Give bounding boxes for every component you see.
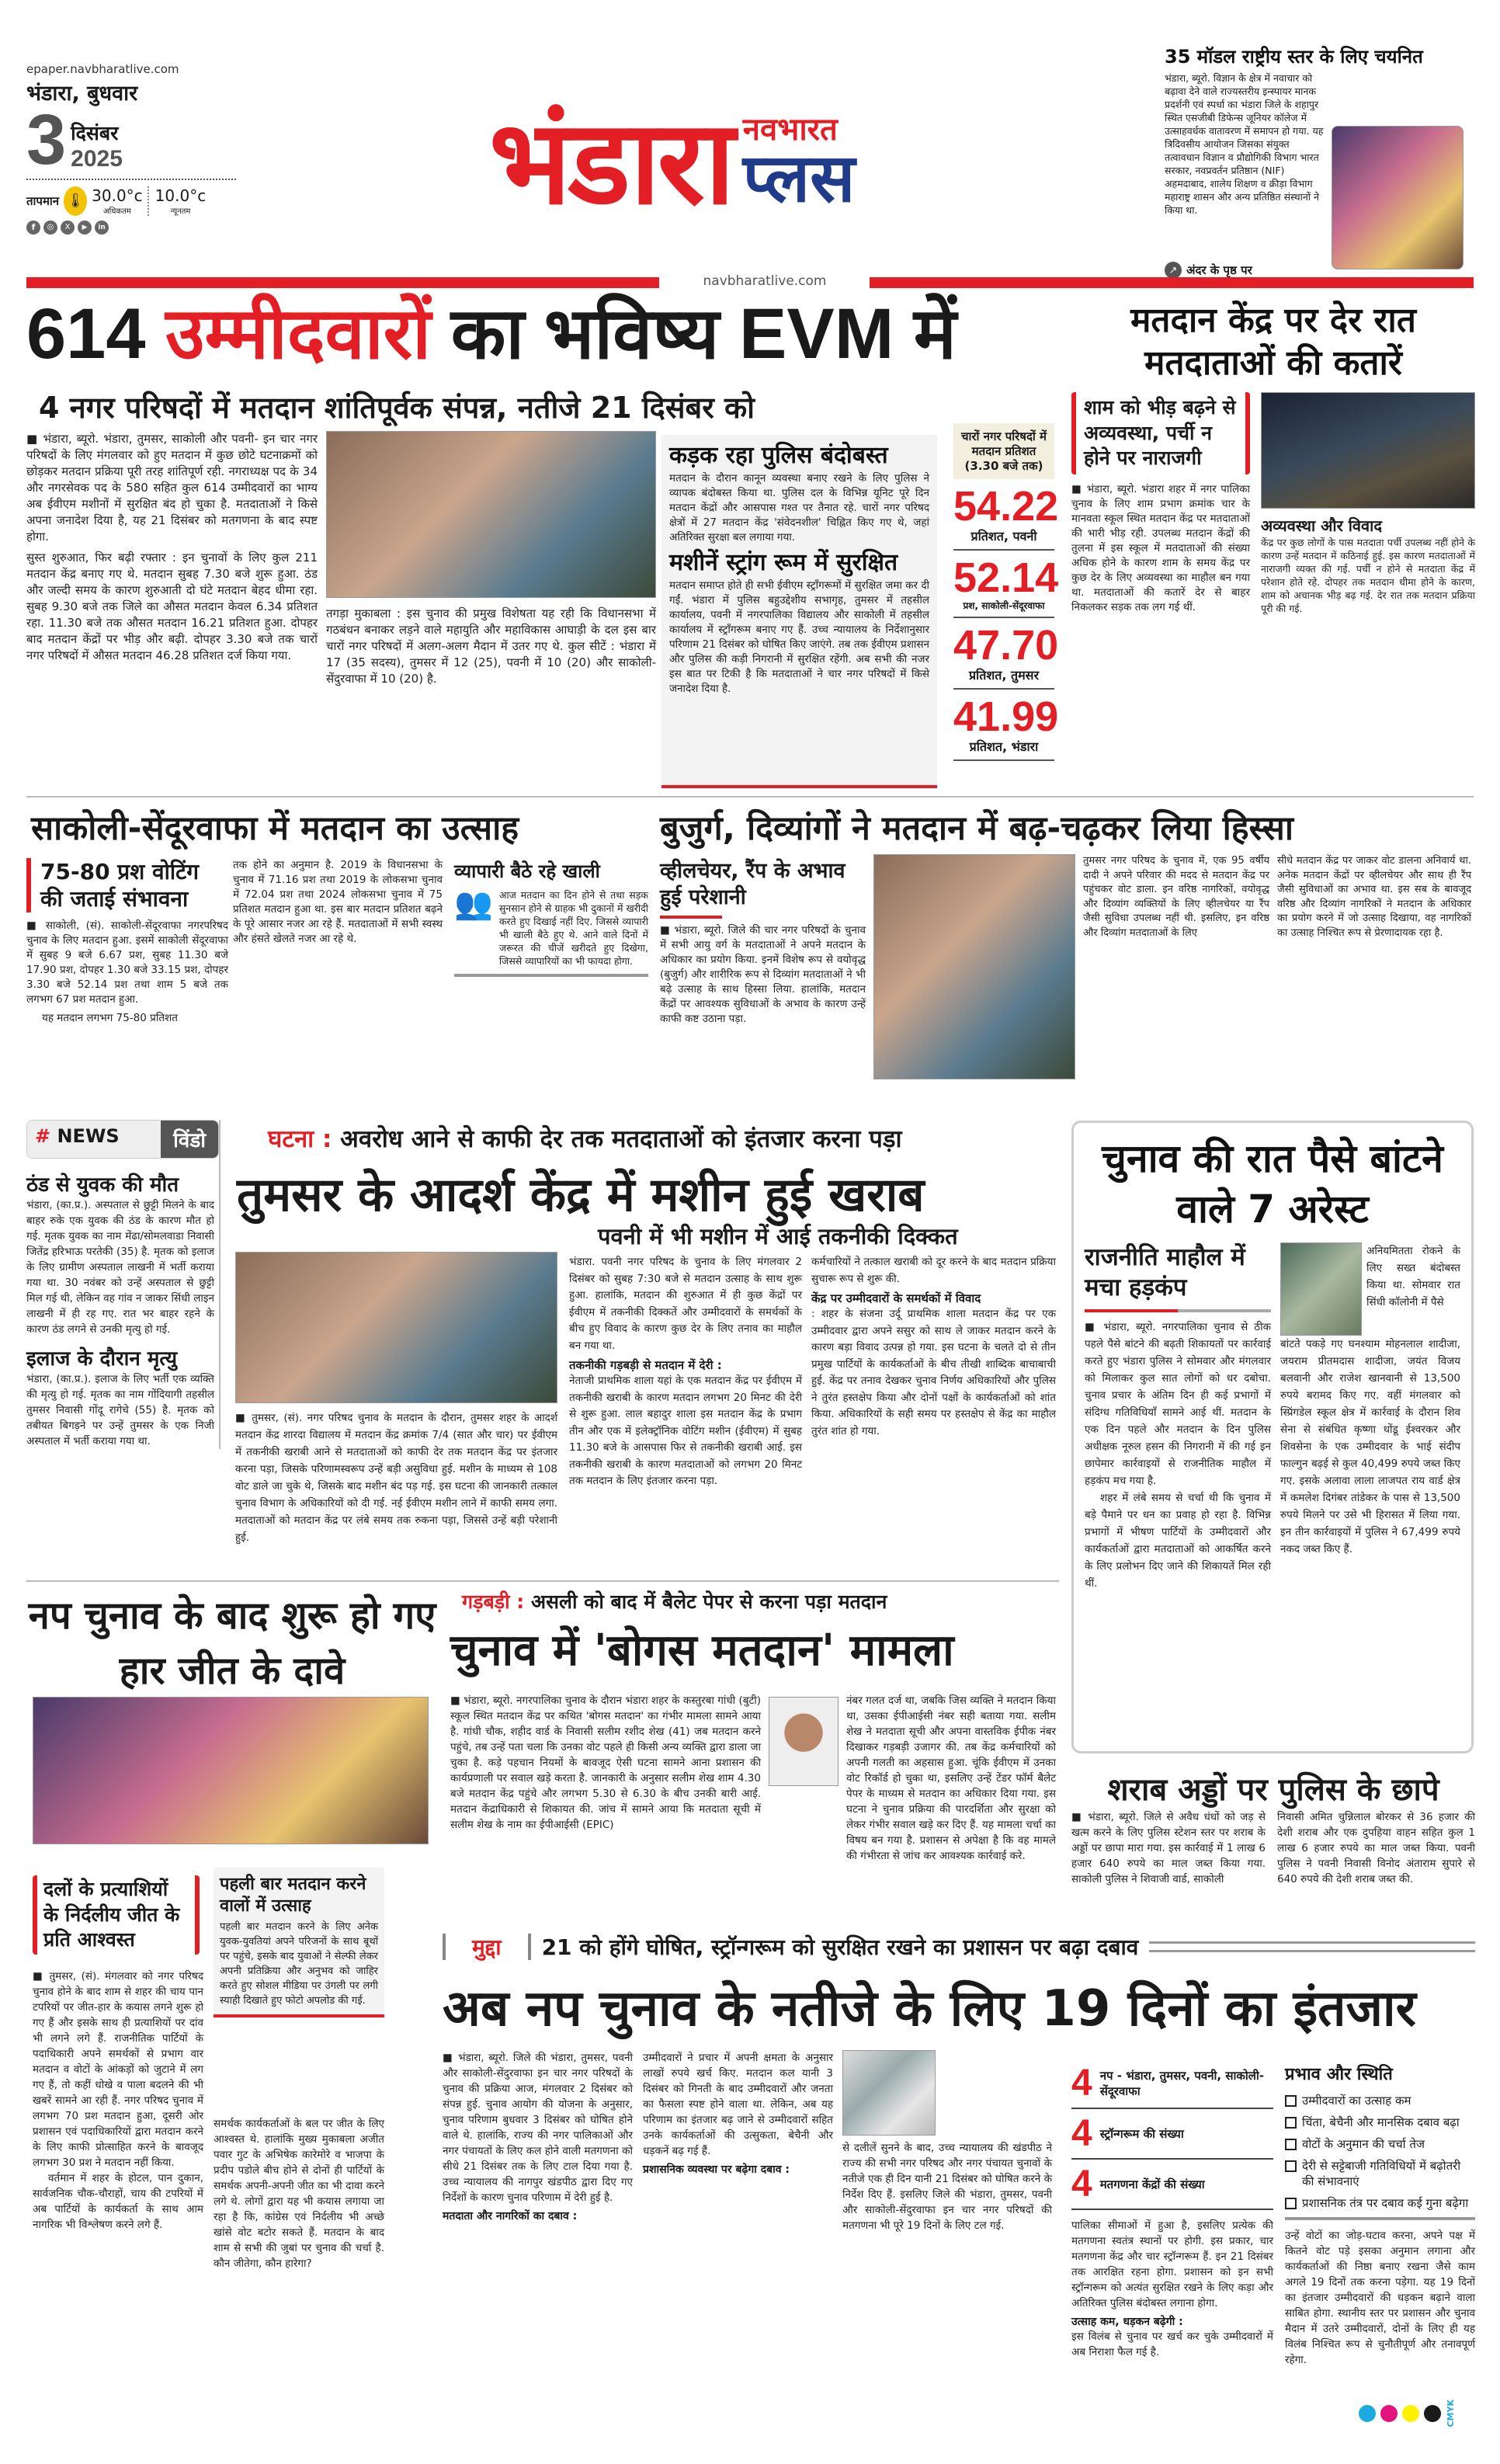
- temp-min: 10.0°c: [155, 186, 207, 205]
- results-body-4b: इस विलंब से चुनाव पर खर्च कर चुके उम्मीदवारों में अब निराशा फैल गई है.: [1071, 2330, 1273, 2358]
- lead-body-1: ■ भंडारा, ब्यूरो. भंडारा, तुमसर, साकोली और पवनी- इन चार नगर परिषदों के लिए मंगलवार को हुए मतदान में कुछ छोटे घटनाक्रमों को छोड़कर मतदान प्रक्रिया पूरी तरह शांतिपूर्ण रही. नगराध्यक्ष पद के 34 और नगरसेवक पद के 580 सहित कुल 614 उम्मीदवारों का भाग्य अब ईवीएम मशीनों में सुरक्षित बंद हो चुका है. मतदाताओं ने किसे अपना जनादेश दिया है, यह 21 दिसंबर को मतगणना के बाद स्पष्ट होगा.: [26, 431, 318, 545]
- cmyk-label: CMYK: [1446, 2400, 1456, 2428]
- magenta-dot: [1380, 2405, 1398, 2422]
- late-queue-body: ■ भंडारा, ब्यूरो. भंडारा शहर में नगर पालिका चुनाव के लिए शाम प्रभाग क्रमांक चार के मानवता स्कूल स्थित मतदान केंद्र पर मतदाताओं की भारी भीड़ रही. उपलब्ध मतदान केंद्रों की तुलना में इस स्कूल में मतदाताओं की संख्या अधिक होने के कारण शाम के समय केंद्र पर कुछ देर के लिए अव्यवस्था का माहौल बन गया था. मतदाताओं की कतारें देर से बाहर निकलकर सड़क तक लग गई थीं.: [1071, 482, 1250, 615]
- bogus-col-2: [846, 1693, 1056, 1864]
- cmyk-marks: [1359, 2400, 1456, 2428]
- side-body: केंद्र पर कुछ लोगों के पास मतदाता पर्ची उपलब्ध नहीं होने के कारण उन्हें मतदान में कठिनाई हुई. इस कारण मतदाताओं में नाराजगी व्यक्त की गई. पर्ची न होने से मतदाता केंद्र में परेशान होते रहे. दोपहर तक मतदान धीमा होने के कारण, शाम को अचानक भीड़ बढ़ गई. देर रात तक मतदान प्रक्रिया पूरी की गई.: [1261, 537, 1475, 614]
- arrest-headline[interactable]: चुनाव की रात पैसे बांटने वाले 7 अरेस्ट: [1102, 1136, 1443, 1232]
- late-queue-subhead: शाम को भीड़ बढ़ने से अव्यवस्था, पर्ची न होने पर नाराजगी: [1071, 392, 1250, 474]
- results-body-4: पालिका सीमाओं में हुआ है, इसलिए प्रत्येक की मतगणना स्वतंत्र स्थानों पर होगी. इस प्रकार, चार मतगणना केंद्र और चार स्ट्रॉन्गरूम हैं. इन 21 दिसंबर तक आरक्षित रहना होगा. प्रशासन को इन सभी स्ट्रॉन्गरूम को अत्यंत सुरक्षित रखने के लिए कड़ा और अतिरिक्त पुलिस बंदोबस्त लगाना होगा.: [1071, 2219, 1273, 2309]
- kicker-bar: [443, 1934, 446, 1960]
- elderly-woman-photo: [873, 854, 1075, 1079]
- lead-col-1: [26, 431, 318, 664]
- tumsar-col-2: [569, 1254, 802, 1490]
- date-year: 2025: [71, 145, 123, 172]
- elderly-col-3: [1277, 854, 1471, 940]
- claims-body-1: ■ तुमसर, (सं). मंगलवार को नगर परिषद चुनाव होने के बाद शाम से शहर की चाय पान टपरियों पर जीत-हार के कयास लगने शुरू हो गए हैं और इसके साथ ही प्रत्याशियों पर दांव भी लगने लगे हैं. राजनीतिक पार्टियों के पदाधिकारी अपने समर्थकों से प्रभाग वार मतदान व वोटों के आंकड़ों को जुटाने में लग गए हैं, तो कहीं धोखे व पाला बदलने की भी खबरें सामने आ रही हैं. नगर परिषद चुनाव में लगभग 70 प्रश मतदान हुआ, दूसरी ओर प्रशासन एवं पदाधिकारियों द्वारा मतदान करने के लिए काफी प्रोत्साहित करने के बावजूद लगभग 30 प्रश ने मतदान नहीं किया.: [33, 1969, 203, 2170]
- liquor-body-2: निवासी अमित चुन्निलाल बोरकर से 36 हजार की देशी शराब और एक दुपहिया वाहन सहित कुल 1 लाख 6 हजार रुपये का माल जब्त किया. पवनी पुलिस ने पवनी निवासी विनोद अंताराम सुपारे से 640 रुपये की देशी शराब जब्त की.: [1277, 1811, 1475, 1885]
- results-body-1: ■ भंडारा, ब्यूरो. जिले की भंडारा, तुमसर, पवनी और साकोली-सेंदुरवाफा इन चार नगर परिषदों के चुनाव की प्रक्रिया आज, मंगलवार 2 दिसंबर को संपन्न हुई. चुनाव आयोग की योजना के अनुसार, चुनाव परिणाम बुधवार 3 दिसंबर को घोषित होने वाले थे. हालांकि, राज्य की नगर पालिकाओं और नगर पंचायतों के लिए कल होने वाली मतगणना को सीधे 21 दिसंबर तक के लिए टाल दिया गया है. उच्च न्यायालय की नागपुर खंडपीठ द्वारा दिए गए निर्देशों के कारण चुनाव परिणाम में देरी हुई है.: [443, 2050, 633, 2205]
- stat-row: 4 स्ट्रॉन्गरूम की संख्या: [1071, 2109, 1273, 2160]
- arrest-body-2-top: अनियमितता रोकने के लिए सख्त बंदोबस्त किया था. सोमवार रात सिंधी कॉलोनी में पैसे: [1366, 1245, 1460, 1308]
- kicker-lines: [1149, 1941, 1475, 1952]
- impact-title: प्रभाव और स्थिति: [1285, 2065, 1393, 2084]
- elderly-subhead: व्हीलचेयर, रैंप के अभाव हुई परेशानी: [660, 859, 845, 909]
- impact-list: [1285, 2093, 1475, 2211]
- results-col-2: [643, 2050, 833, 2177]
- results-body-5: उन्हें वोटों का जोड़-घटाव करना, अपने पक्ष में कितने वोट पड़े इसका अनुमान लगाना और कार्यकर्ताओं की निष्ठा बनाए रखना जैसे काम अगले 19 दिनों तक करना पड़ेगा. यह 19 दिनों का इंतजार उम्मीदवारों की धड़कन बढ़ाने वाला साबित होगा. स्थानीय स्तर पर प्रशासन और चुनाव मैदान में उतरे उम्मीदवारों, दोनों के लिए ही यह विलंब निश्चित रूप से चुनौतीपूर्ण और तनावपूर्ण रहेगा.: [1285, 2229, 1475, 2366]
- first-time-body: पहली बार मतदान करने के लिए अनेक युवक-युवतियां अपने परिजनों के साथ बूथों पर पहुंचे, इसके बाद युवाओं ने सेल्फी लेकर अपनी प्रतिक्रिया और अनुभव को जाहिर करते हुए सोशल मीडिया पर उंगली पर लगी स्याही दिखाते हुए फोटो अपलोड की गई.: [220, 1921, 378, 2007]
- inside-page-link[interactable]: ↗ अंदर के पृष्ठ पर: [1165, 262, 1464, 279]
- elderly-col-1: [660, 858, 866, 1027]
- news-window-tag: # NEWS विंडो: [26, 1120, 219, 1159]
- lead-col-2: [326, 431, 656, 687]
- strongroom-headline[interactable]: मशीनें स्ट्रांग रूम में सुरक्षित: [669, 549, 898, 576]
- x-icon[interactable]: X: [61, 221, 75, 235]
- row-divider: [26, 796, 1474, 798]
- results-sub-4: उत्साह कम, धड़कन बढ़ेगी :: [1071, 2316, 1183, 2328]
- brief-1-body: भंडारा, (का.प्र.). अस्पताल से छुट्टी मिलने के बाद बाहर रुके एक युवक की ठंड के कारण मौत हो गई. मृतक युवक का नाम मेंढा/सोमलवाडा निवासी जितेंद्र हरिभाऊ परतेकी (35) है. मृतक को इलाज के लिए ग्रामीण अस्पताल लाखनी में भर्ती कराया गया था. 30 नवंबर को उन्हें अस्पताल से छुट्टी मिल गई थी, लेकिन वह गांव न जाकर सिंधी लाइन लाखनी में ही रह गए. रात भर बाहर रहने के कारण ठंड लगने से उनकी मृत्यु हो गई.: [26, 1199, 214, 1336]
- elderly-headline[interactable]: बुजुर्ग, दिव्यांगों ने मतदान में बढ़-चढ़कर लिया हिस्सा: [660, 809, 1293, 848]
- tumsar-sub-1: तकनीकी गड़बड़ी से मतदान में देरी :: [569, 1358, 722, 1372]
- results-col-1: [443, 2050, 633, 2223]
- site-footer[interactable]: navbharatlive.com: [703, 273, 827, 289]
- youtube-icon[interactable]: ▶: [78, 221, 92, 235]
- logo-plus: प्लस: [742, 140, 856, 217]
- elderly-col-2: [1083, 854, 1269, 940]
- first-time-title: पहली बार मतदान करने वालों में उत्साह: [220, 1875, 366, 1916]
- results-sub-1: मतदाता और नागरिकों का दबाव :: [443, 2210, 578, 2222]
- tumsar-headline[interactable]: तुमसर के आदर्श केंद्र में मशीन हुई खराब: [237, 1168, 925, 1222]
- tumsar-sub-2: केंद्र पर उम्मीदवारों के समर्थकों में विवाद: [811, 1291, 981, 1305]
- strongroom-body: मतदान समाप्त होते ही सभी ईवीएम स्ट्रॉंगरूमों में सुरक्षित जमा कर दी गईं. भंडारा में पुलिस बहुउद्देशीय सभागृह, तुमसर में तहसील कार्यालय, पवनी में नगरपालिका विद्यालय और साकोली में तहसील कार्यालय में स्ट्रॉंगरूम बनाए गए हैं. उच्च न्यायालय के निर्देशानुसार परिणाम 21 दिसंबर को घोषित किए जाएंगे. तब तक ईवीएम प्रशासन और पुलिस की कड़ी निगरानी में सुरक्षित रहेंगी. अब सभी की नजर इस बात पर टिकी है कि मतदाताओं ने चार नगर परिषदों में किसे जनादेश दिया है.: [669, 579, 929, 695]
- elderly-body-3: सीधे मतदान केंद्र पर जाकर वोट डालना अनिवार्य था. अनेक मतदान केंद्रों पर व्हीलचेयर और साथ ही रैंप जैसी सुविधाओं का अभाव था. इस सब के बावजूद वरिष्ठ और दिव्यांग नागरिकों ने मतदान के अधिकार का प्रयोग करने में जो उत्साह दिखाया, वह नागरिकों का उत्साह निश्चित रूप से प्रेरणादायक रहा है.: [1277, 855, 1471, 939]
- impact-item: प्रशासनिक तंत्र पर दबाव कई गुना बढ़ेगा: [1285, 2195, 1475, 2211]
- arrow-up-right-icon: ↗: [1165, 262, 1182, 279]
- tumsar-subhead: पवनी में भी मशीन में आई तकनीकी दिक्कत: [598, 1223, 958, 1249]
- results-body-3: से दलीलें सुनने के बाद, उच्च न्यायालय की खंडपीठ ने राज्य की सभी नगर परिषद और नगर पंचायत चुनावों के नतीजे एक ही दिन यानी 21 दिसंबर को घोषित करने के निर्देश दिए हैं. इसलिए जिले की भंडारा, तुमसर, पवनी और साकोली-सेंदुरवाफा इन चार नगर परिषदों की मतगणना भी पूरे 19 दिनों के लिए टल गई.: [842, 2142, 1052, 2232]
- yellow-dot: [1402, 2405, 1419, 2422]
- lead-headline[interactable]: 614 उम्मीदवारों का भविष्य EVM में: [26, 294, 957, 374]
- tumsar-body-2b: नेताजी प्राथमिक शाला यहां के एक मतदान केंद्र पर ईवीएम में तकनीकी खराबी के कारण मतदान लगभग 20 मिनट की देरी से शुरू हुआ. लाल बहादुर शाला इस मतदान केंद्र के प्रभाग तीन और एक में इलेक्ट्रॉनिक वोटिंग मशीन (ईवीएम) में सुबह 11.30 बजे के आसपास फिर से तकनीकी खराबी आई. इस तकनीकी खराबी के कारण मतदाताओं को लगभग 20 मिनट तक मतदान के लिए इंतजार करना पड़ा.: [569, 1374, 802, 1487]
- lead-body-2: सुस्त शुरुआत, फिर बढ़ी रफ्तार : इन चुनावों के लिए कुल 211 मतदान केंद्र बनाए गए थे. मतदान सुबह 7.30 बजे शुरू हुआ. ठंड और जल्दी समय के कारण शुरुआती दो घंटे मतदान बेहद धीमा रहा. सुबह 9.30 बजे तक जिले का औसत मतदान केवल 6.34 प्रतिशत रहा. 11.30 बजे तक औसत मतदान 16.21 प्रतिशत हुआ. दोपहर बाद मतदान केंद्रों पर भीड़ और बढ़ी. दोपहर 3.30 बजे तक चारों नगर परिषदों में औसत मतदान 46.28 प्रतिशत दर्ज किया गया.: [26, 551, 318, 662]
- top-right-body: भंडारा, ब्यूरो. विज्ञान के क्षेत्र में नवाचार को बढ़ावा देने वाले राज्यस्तरीय इन्स्पायर मानक प्रदर्शनी एवं स्पर्धा का भंडारा जिले के शहापुर स्थित एसजीबी डिफेन्स जूनियर कॉलेज में उत्साहवर्धक वातावरण में समापन हो गया. यह त्रिदिवसीय आयोजन जिसका संयुक्त तत्वावधान विज्ञान व प्रौद्योगिकी विभाग भारत सरकार, नवप्रवर्तन प्रतिष्ठान (NIF) अहमदाबाद, शालेय शिक्षण व क्रीड़ा विभाग महाराष्ट्र शासन और अन्य प्रतिष्ठित संस्थानों ने किया था.: [1165, 72, 1324, 217]
- liquor-headline[interactable]: शराब अड्डों पर पुलिस के छापे: [1107, 1772, 1439, 1808]
- stat-row: 4 नप - भंडारा, तुमसर, पवनी, साकोली-सेंदूरवाफा: [1071, 2062, 1273, 2109]
- facebook-icon[interactable]: f: [26, 221, 40, 235]
- sakoli-body-1-end: यह मतदान लगभग 75-80 प्रतिशत: [42, 1012, 178, 1024]
- date-day: 3: [26, 100, 67, 179]
- stat-row: 4 मतगणना केंद्रों की संख्या: [1071, 2160, 1273, 2210]
- first-time-box: [214, 1868, 384, 2017]
- turnout-item: 47.70 प्रतिशत, तुमसर: [953, 624, 1054, 690]
- impact-item: उम्मीदवारों का उत्साह कम: [1285, 2093, 1475, 2108]
- tumsar-kicker: घटना : अवरोध आने से काफी देर तक मतदाताओं को इंतजार करना पड़ा: [268, 1125, 902, 1153]
- city-day: भंडारा, बुधवार: [26, 82, 138, 106]
- currency-notes-photo: [1280, 1242, 1362, 1336]
- top-right-headline[interactable]: 35 मॉडल राष्ट्रीय स्तर के लिए चयनित: [1165, 46, 1423, 68]
- claims-body-1b: वर्तमान में शहर के होटल, पान दुकान, सार्वजनिक चौक-चौराहों, चाय की टपरियों में अब पार्टियों के कार्यकर्ता के साथ आम नागरिक भी विश्लेषण करने लगे हैं.: [33, 2172, 203, 2231]
- results-headline[interactable]: अब नप चुनाव के नतीजे के लिए 19 दिनों का इंतजार: [443, 1980, 1416, 2038]
- website-url[interactable]: epaper.navbharatlive.com: [26, 62, 179, 76]
- claims-col-1: [33, 1969, 203, 2233]
- police-body: मतदान के दौरान कानून व्यवस्था बनाए रखने के लिए पुलिस ने व्यापक बंदोबस्त किया था. पुलिस दल के विभिन्न यूनिट पूरे दिन मतदान केंद्रों और आसपास गश्त पर तैनात रहे. चारों नगर परिषद क्षेत्रों में 27 मतदान केंद्र 'संवेदनशील' चिह्नित किए गए थे, जहां अतिरिक्त सुरक्षा बल लगाया गया.: [669, 472, 929, 544]
- elderly-body-2: तुमसर नगर परिषद के चुनाव में, एक 95 वर्षीय दादी ने अपने परिवार की मदद से मतदान केंद्र पर पहुंचकर वोट डाला. इन वरिष्ठ नागरिकों, वयोवृद्ध और दिव्यांग व्यक्तियों के लिए व्हीलचेयर या रैंप जैसी सुविधा उपलब्ध नहीं थी. इसलिए, इन वरिष्ठ और दिव्यांग मतदाताओं के लिए: [1083, 855, 1269, 939]
- impact-box: [1285, 2062, 1475, 2368]
- sakoli-body-1: ■ साकोली, (सं). साकोली-सेंदूरवाफा नगरपरिषद चुनाव के लिए मतदान हुआ. इसमें साकोली सेंदूरवाफा में सुबह 9 बजे 6.67 प्रश, सुबह 11.30 बजे 17.90 प्रश, दोपहर 1.30 बजे 33.15 प्रश, दोपहर 3.30 बजे 52.14 प्रश तथा शाम 5 बजे तक लगभग 67 प्रश मतदान हुआ.: [26, 919, 228, 1007]
- bogus-col-1: [450, 1693, 761, 1833]
- arrest-body-2: बांटते पकड़े गए घनश्याम मोहनलाल शादीजा, जयराम प्रीतमदास शादीजा, जयंत विजय बलवानी और राजेश खानवानी से 13,500 रुपये बरामद किए गए. वहीं मंगलवार को स्प्रिंगडेल स्कूल क्षेत्र में कार्रवाई के दौरान शिव सेना से संबंधित कृष्णा धोंडू ईश्वरकर और शिवसेना के एक उम्मीदवार के भाई संदीप फाल्गुन बढ़ई से कुल 40,499 रुपये जब्त किए गए. इसके अलावा लाला लाजपत राय वार्ड क्षेत्र में कमलेश दिगंबर तांडेकर के पास से 13,500 रुपये मिलने पर उसे भी हिरासत में लिया गया. इन तीन कार्रवाइयों में पुलिस ने 67,499 रुपये नकद जब्त किए हैं.: [1280, 1338, 1460, 1555]
- news-window: [26, 1120, 220, 1449]
- bogus-body-1: ■ भंडारा, ब्यूरो. नगरपालिका चुनाव के दौरान भंडारा शहर के कस्तुरबा गांधी (बुटी) स्कूल स्थित मतदान केंद्र पर कथित 'बोगस मतदान' का गंभीर मामला सामने आया है. गांधी चौक, शहीद वार्ड के निवासी सलीम रशीद शेख (41) जब मतदान करने पहुंचे, तब उन्हें पता चला कि उनका वोट पहले ही किसी अन्य व्यक्ति द्वारा डाला जा चुका है. कड़े पहचान नियमों के बावजूद ऐसी घटना सामने आना प्रशासन की कार्यप्रणाली पर सवाल खड़े करता है. जानकारी के अनुसार सलीम शेख शाम 4.30 बजे मतदान केंद्र पहुंचे और लगभग 5.30 से 6.30 के बीच उनकी बारी आई. मतदान केंद्राधिकारी से शिकायत की. जांच में सामने आया कि मतदाता सूची में सलीम शेख के नाम का ईपीआईसी (EPIC): [450, 1693, 761, 1833]
- results-sub-2: प्रशासनिक व्यवस्था पर बढ़ेगा दबाव :: [643, 2163, 790, 2176]
- tumsar-col-3: [811, 1254, 1056, 1440]
- impact-item: चिंता, बेचैनी और मानसिक दबाव बढ़ा: [1285, 2115, 1475, 2130]
- turnout-title: चारों नगर परिषदों में मतदान प्रतिशत (3.30 बजे तक): [953, 423, 1054, 479]
- salim-shaikh-photo: [769, 1697, 839, 1786]
- celebration-photo: [33, 1697, 429, 1844]
- claims-headline[interactable]: नप चुनाव के बाद शुरू हो गए हार जीत के दावे: [28, 1593, 436, 1694]
- people-group-icon: 👥: [454, 886, 493, 922]
- temp-min-label: न्यूनतम: [170, 207, 191, 216]
- black-dot: [1424, 2405, 1441, 2422]
- temp-max: 30.0°c: [92, 186, 143, 205]
- sakoli-col-1: [26, 858, 228, 1027]
- sakoli-subhead: 75-80 प्रश वोटिंग की जताई संभावना: [26, 858, 228, 912]
- kicker-bar: [528, 1934, 531, 1960]
- masthead-rule-right: [870, 277, 1474, 288]
- results-kicker: मुद्दा 21 को होंगे घोषित, स्ट्रॉन्गरूम को सुरक्षित रखने का प्रशासन पर बढ़ा दबाव: [443, 1932, 1475, 1962]
- arrest-body-1: ■ भंडारा, ब्यूरो. नगरपालिका चुनाव से ठीक पहले पैसे बांटने की बढ़ती शिकायतों पर कार्रवाई करते हुए भंडारा पुलिस ने सोमवार और मंगलवार को मिलाकर कुल सात लोगों को धर दबोचा. चुनाव प्रचार के अंतिम दिन ही कई प्रभागों में संदिग्ध गतिविधियाँ सामने आई थीं. मतदान के एक दिन पहले और मतदान के दिन पुलिस अधीक्षक नूरुल हसन की निगरानी में की गई इन छापेमार कार्रवाइयों से राजनीतिक माहौल में हड़कंप मच गया है.: [1085, 1319, 1271, 1489]
- brief-2-title[interactable]: इलाज के दौरान मृत्यु: [26, 1347, 178, 1371]
- night-queue-photo: [1261, 392, 1475, 509]
- claims-col-2: [214, 2116, 384, 2271]
- evm-machine-photo: [842, 2050, 936, 2136]
- brief-1-title[interactable]: ठंड से युवक की मौत: [26, 1173, 179, 1197]
- brief-2-body: भंडारा, (का.प्र.). इलाज के लिए भर्ती एक व्यक्ति की मृत्यु हो गई. मृतक का नाम गोंदियागी तहसील तुमसर निवासी गोंदू रागेचे (55) है. मृतक को तबीयत बिगड़ने पर उन्हें तुमसर के एक निजी अस्पताल में भर्ती कराया गया था.: [26, 1373, 214, 1447]
- cyan-dot: [1359, 2405, 1376, 2422]
- tumsar-body-3: कर्मचारियों ने तत्काल खराबी को दूर करने के बाद मतदान प्रक्रिया सुचारू रूप से शुरू की.: [811, 1256, 1056, 1285]
- masthead-left: [26, 62, 236, 235]
- side-title: अव्यवस्था और विवाद: [1261, 516, 1382, 535]
- liquor-body-1: ■ भंडारा, ब्यूरो. जिले से अवैध धंधों को जड़ से खत्म करने के लिए पुलिस स्टेशन स्तर पर शराब के अड्डों पर छापा मारा गया. इस कार्रवाई में 1 लाख 6 हजार 640 रुपये का माल जब्त किया गया. साकोली पुलिस ने शिवाजी वार्ड, साकोली: [1071, 1809, 1266, 1887]
- date-block: [26, 100, 236, 179]
- logo-brand: नवभारत: [742, 112, 838, 148]
- turnout-panel: [953, 423, 1059, 767]
- results-stats: [1071, 2062, 1273, 2360]
- claims-body-2: समर्थक कार्यकर्ताओं के बल पर जीत के लिए आश्वस्त थे. हालांकि मुख्य मुकाबला अजीत पवार गुट के अभिषेक कारेमोरे व भाजपा के प्रदीप पडोले बीच होने से दोनों ही पार्टियों के समर्थक अपनी-अपनी जीत का भी दावा करने लगे थे. लोगों द्वारा यह भी कयास लगाया जा रहा है कि, कांग्रेस एवं निर्दलीय भी अच्छे खांसे वोट बटोर सकते हैं. मतदान के बाद शाम से सभी की जुबां पर चुनाव की चर्चा है. कौन जीतेगा, कौन हारेगा?: [214, 2118, 384, 2270]
- late-queue-headline[interactable]: मतदान केंद्र पर देर रात मतदाताओं की कतारें: [1130, 301, 1416, 383]
- claims-subhead: दलों के प्रत्याशियों के निर्दलीय जीत के प्रति आश्वस्त: [33, 1875, 200, 1955]
- sakoli-headline[interactable]: साकोली-सेंदूरवाफा में मतदान का उत्साह: [31, 809, 519, 848]
- sakoli-col-2: [233, 858, 443, 947]
- arrest-subhead: राजनीति माहौल में मचा हड़कंप: [1085, 1243, 1245, 1302]
- impact-item: वोटों के अनुमान की चर्चा तेज: [1285, 2136, 1475, 2152]
- top-right-story: [1165, 47, 1464, 279]
- traders-title: व्यापारी बैठे रहे खाली: [454, 860, 600, 882]
- masthead-logo: [489, 74, 1002, 252]
- lead-subhead: 4 नगर परिषदों में मतदान शांतिपूर्वक संपन्न, नतीजे 21 दिसंबर को: [39, 391, 755, 425]
- results-col-3: [842, 2050, 1052, 2233]
- late-queue-story: [1071, 299, 1475, 615]
- police-headline[interactable]: कड़क रहा पुलिस बंदोबस्त: [669, 442, 888, 469]
- liquor-col-2: [1277, 1809, 1475, 1887]
- lead-body-3: तगड़ा मुकाबला : इस चुनाव की प्रमुख विशेषता यह रही कि विधानसभा में गठबंधन बनाकर लड़ने वाले महायुति और महाविकास आघाड़ी के दल इस बार चारों नगर परिषदों में अलग-अलग मैदान में उतर गए थे. कुल सीटें : भंडारा में 17 (35 सदस्य), तुमसर में 12 (25), पवनी में 10 (20) और साकोली-सेंदुरवाफा में 10 (20) है.: [326, 606, 656, 686]
- masthead-rule-left: [26, 277, 659, 288]
- turnout-item: 54.22 प्रतिशत, पवनी: [953, 485, 1054, 551]
- logo-main: भंडारा: [489, 96, 732, 231]
- thermometer-icon: 🌡: [64, 186, 87, 216]
- bogus-body-2: नंबर गलत दर्ज था, जबकि जिस व्यक्ति ने मतदान किया था, उसका ईपीआईसी नंबर सही बताया गया. सलीम शेख ने मतदाता सूची और अपना वास्तविक ईपीक नंबर दिखाकर गड़बड़ी उजागर की. तब केंद्र कर्मचारियों को अपनी गलती का अहसास हुआ. चूंकि ईवीएम में उनका वोट रिकॉर्ड हो चुका था, इसलिए उन्हें टेंडर फॉर्म बैलेट पेपर के माध्यम से मतदान का अधिकार दिया गया. इस घटना ने चुनाव प्रक्रिया की पारदर्शिता और सुरक्षा को लेकर गंभीर सवाल खड़े कर दिए हैं. यह मामला चर्चा का विषय बन गया है. प्रशासन से अपेक्षा है कि वह मामले की गंभीरता से जांच कर आवश्यक कार्रवाई करे.: [846, 1694, 1056, 1862]
- traders-body: आज मतदान का दिन होने से तथा सड़क सुनसान होने से ग्राहक भी दुकानों में खरीदी करते हुए दिखाई नहीं दिए. जिससे व्यापारी भी खाली बैठे हुए थे. आने वाले दिनों में जरूरत की चीजें खरीदते हुए दिखेगा, जिससे व्यापारियों का भी फायदा होगा.: [498, 889, 648, 967]
- linkedin-icon[interactable]: in: [95, 221, 109, 235]
- science-fair-photo: [1332, 126, 1464, 269]
- polling-booth-photo: [235, 1252, 557, 1403]
- tumsar-col-1: [235, 1409, 557, 1546]
- turnout-item: 52.14 प्रश, साकोली-सेंदूरवाफा: [953, 557, 1054, 618]
- sakoli-body-2: तक होने का अनुमान है. 2019 के विधानसभा के चुनाव में 71.16 प्रश तथा 2019 के लोकसभा चुनाव में 72.04 प्रश तथा 2024 लोकसभा चुनाव में 75 प्रतिशत मतदान हुआ था. इस बार मतदान प्रतिशत बढ़ने के पूरे आसार नजर आ रहे हैं. मतदाताओं में सभी स्वस्थ और हंसते खेलते नजर आ रहे थे.: [233, 859, 443, 945]
- results-body-2: उम्मीदवारों ने प्रचार में अपनी क्षमता के अनुसार लाखों रुपये खर्च किए. मतदान कल यानी 3 दिसंबर को गिनती के बाद उम्मीदवारों और जनता का फैसला स्पष्ट होने वाला था. लेकिन, अब यह परिणाम का इंतजार बढ़ जाने से उम्मीदवारों सहित उनके कार्यकर्ताओं की उत्सुकता, बेचैनी और धड़कनें बढ़ गई हैं.: [643, 2052, 833, 2157]
- arrest-box: [1071, 1121, 1474, 1753]
- elderly-body-1: ■ भंडारा, ब्यूरो. जिले की चार नगर परिषदों के चुनाव में सभी आयु वर्ग के मतदाताओं ने अपने मतदान के अधिकार का प्रयोग किया. इनमें विशेष रूप से वयोवृद्ध (बुजुर्ग) और शारीरिक रूप से दिव्यांग मतदाताओं ने भी बढ़े उत्साह के साथ हिस्सा लिया. हालांकि, मतदान केंद्रों पर आवश्यक सुविधाओं के अभाव के कारण उन्हें काफी कष्ट उठाना पड़ा.: [660, 923, 866, 1027]
- liquor-col-1: [1071, 1809, 1266, 1887]
- arrest-body-1b: शहर में लंबे समय से चर्चा थी कि चुनाव में बड़े पैमाने पर धन का प्रवाह हो रहा है. विभिन्न प्रभागों में भीषण पार्टियों के उम्मीदवारों और कार्यकर्ताओं द्वारा मतदाताओं को आकर्षित करने के लिए प्रलोभन दिए जाने की शिकायतें मिल रही थीं.: [1085, 1491, 1271, 1590]
- temp-max-label: अधिकतम: [103, 207, 131, 216]
- traders-box: [454, 858, 648, 977]
- tumsar-body-3b: : शहर के संजना उर्दू प्राथमिक शाला मतदान केंद्र पर एक उम्मीदवार द्वारा अपने ससुर को साथ ले जाकर मतदान करने के कारण बड़ा विवाद उत्पन्न हो गया. इस घटना के चलते दो से तीन प्रमुख पार्टियों के कार्यकर्ताओं के बीच तीखी शाब्दिक बाचाबाची हुई. केंद्र पर तनाव देखकर चुनाव निर्णय अधिकारियों और पुलिस ने तुरंत हस्तक्षेप किया और दोनों पक्षों के कार्यकर्ताओं को शांत किया. अधिकारियों के सही समय पर हस्तक्षेप से केंद्र का माहौल तुरंत शांत हो गया.: [811, 1308, 1056, 1437]
- tumsar-body-1: ■ तुमसर, (सं). नगर परिषद चुनाव के मतदान के दौरान, तुमसर शहर के आदर्श मतदान केंद्र शारदा विद्यालय में मतदान केंद्र क्रमांक 7/4 (सात और चार) पर ईवीएम में तकनीकी खराबी आने से मतदाताओं को काफी देर तक मतदान केंद्र पर इंतजार करना पड़ा, जिसके परिणामस्वरूप उन्हें बड़ी असुविधा हुई. मशीन के माध्यम से 108 वोट डाले जा चुके थे, जिसके बाद मशीन बंद पड़ गई. इस घटना की जानकारी तत्काल चुनाव विभाग के अधिकारियों को दी गई. नई ईवीएम मशीन लाने में काफी समय लगा. मतदाताओं को मतदान केंद्र पर लंबे समय तक रुकना पड़ा, जिससे उन्हें बड़ी परेशानी हुई.: [235, 1409, 557, 1546]
- impact-item: देरी से सट्टेबाजी गतिविधियों में बढ़ोतरी की संभावनाएं: [1285, 2158, 1475, 2189]
- turnout-item: 41.99 प्रतिशत, भंडारा: [953, 696, 1054, 761]
- row-divider: [26, 1580, 1059, 1582]
- bogus-headline[interactable]: चुनाव में 'बोगस मतदान' मामला: [450, 1625, 954, 1676]
- date-month: दिसंबर: [71, 121, 119, 144]
- tumsar-body-2: भंडारा. पवनी नगर परिषद के चुनाव के लिए मंगलवार 2 दिसंबर को सुबह 7:30 बजे से मतदान उत्साह के साथ शुरू हुआ. हालांकि, मतदान की शुरुआत में ही कुछ केंद्रों पर ईवीएम में तकनीकी दिक्कतें और उम्मीदवारों के समर्थकों के बीच हुए विवाद के कारण कुछ देर के लिए तनाव का माहौल बन गया था.: [569, 1256, 802, 1352]
- elderly-voter-photo: [326, 431, 656, 598]
- social-icons: [26, 221, 236, 235]
- instagram-icon[interactable]: ◎: [43, 221, 57, 235]
- bogus-kicker: गड़बड़ी : असली को बाद में बैलेट पेपर से करना पड़ा मतदान: [462, 1590, 887, 1613]
- temp-label: तापमान: [26, 193, 60, 208]
- police-box: [661, 435, 937, 788]
